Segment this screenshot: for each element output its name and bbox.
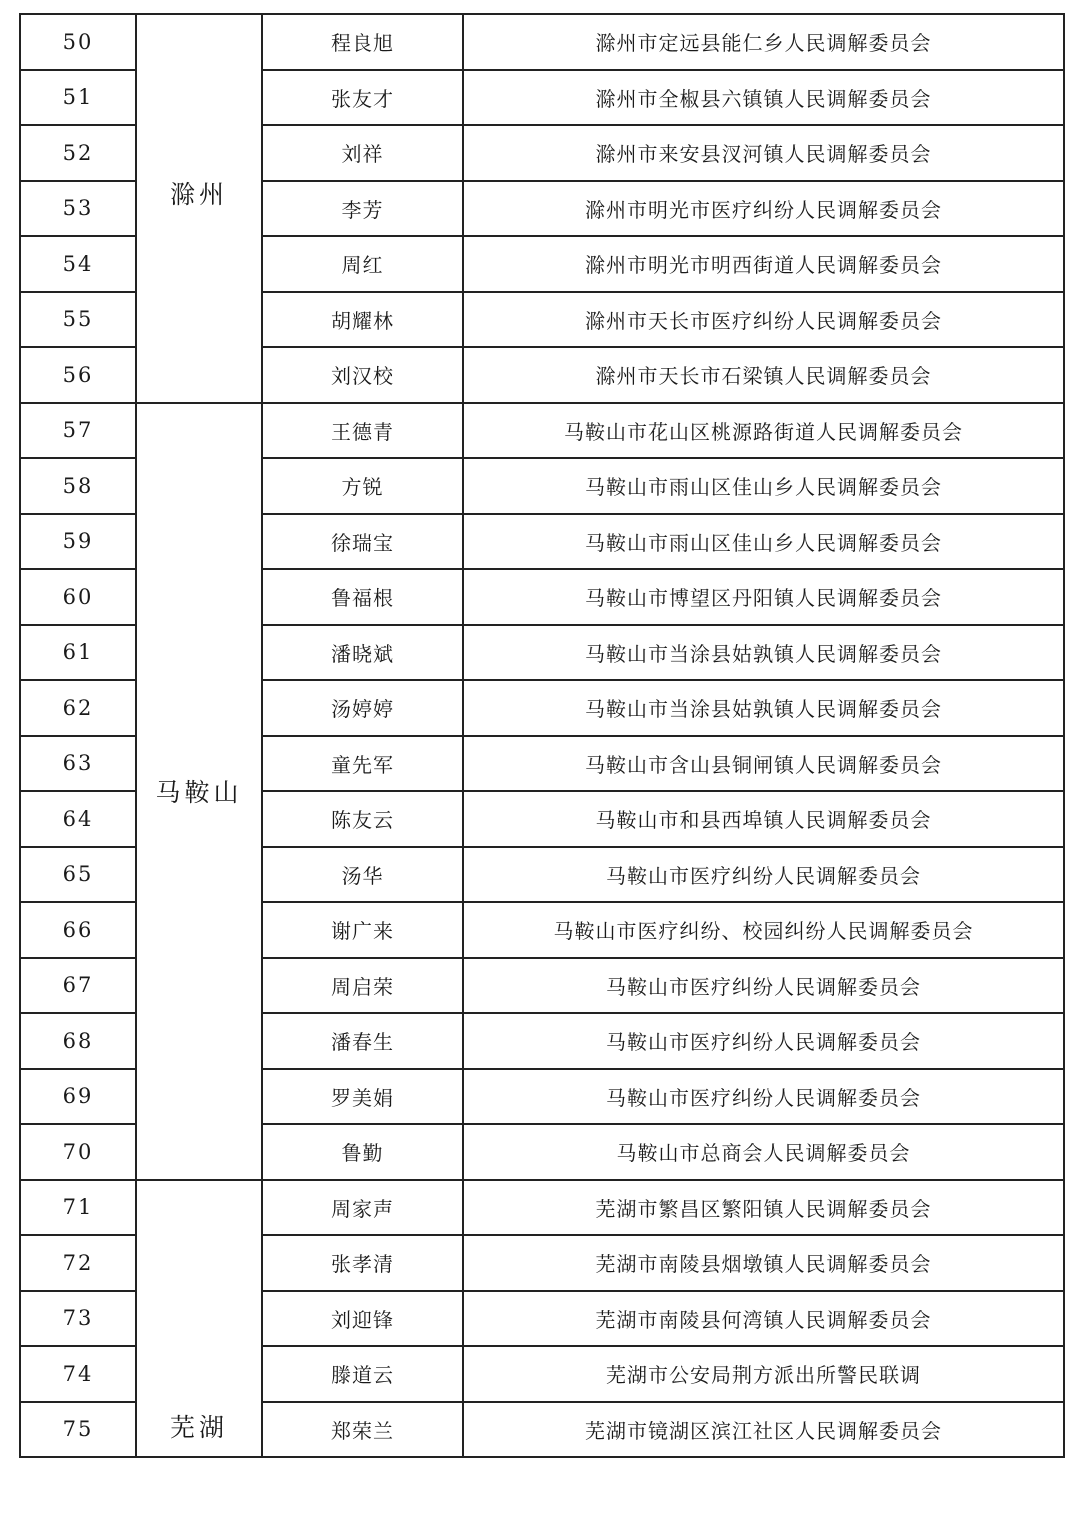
mediator-name: 刘迎锋 [262,1291,463,1347]
row-number: 66 [20,902,136,958]
mediator-name: 刘祥 [262,125,463,181]
row-number: 73 [20,1291,136,1347]
city-group-chuzhou [136,14,262,403]
mediator-name: 胡耀林 [262,292,463,348]
mediator-name: 周红 [262,236,463,292]
organization-name: 马鞍山市总商会人民调解委员会 [463,1124,1064,1180]
mediator-name: 王德青 [262,403,463,459]
row-number: 52 [20,125,136,181]
table-row [20,1180,1064,1236]
organization-name: 马鞍山市医疗纠纷人民调解委员会 [463,1069,1064,1125]
mediator-name: 徐瑞宝 [262,514,463,570]
row-number: 60 [20,569,136,625]
mediator-name: 李芳 [262,181,463,237]
row-number: 64 [20,791,136,847]
mediator-name: 鲁勤 [262,1124,463,1180]
organization-name: 马鞍山市花山区桃源路街道人民调解委员会 [463,403,1064,459]
organization-name: 芜湖市南陵县何湾镇人民调解委员会 [463,1291,1064,1347]
organization-name: 马鞍山市和县西埠镇人民调解委员会 [463,791,1064,847]
organization-name: 滁州市天长市石梁镇人民调解委员会 [463,347,1064,403]
mediator-name: 周家声 [262,1180,463,1236]
organization-name: 马鞍山市医疗纠纷人民调解委员会 [463,1013,1064,1069]
organization-name: 马鞍山市博望区丹阳镇人民调解委员会 [463,569,1064,625]
mediator-name: 汤华 [262,847,463,903]
mediator-name: 刘汉校 [262,347,463,403]
city-group-wuhu [136,1180,262,1458]
row-number: 62 [20,680,136,736]
organization-name: 芜湖市镜湖区滨江社区人民调解委员会 [463,1402,1064,1458]
row-number: 75 [20,1402,136,1458]
city-label: 滁州 [169,180,228,209]
organization-name: 马鞍山市雨山区佳山乡人民调解委员会 [463,458,1064,514]
row-number: 71 [20,1180,136,1236]
row-number: 59 [20,514,136,570]
row-number: 61 [20,625,136,681]
row-number: 74 [20,1346,136,1402]
mediator-name: 周启荣 [262,958,463,1014]
row-number: 50 [20,14,136,70]
organization-name: 滁州市明光市明西街道人民调解委员会 [463,236,1064,292]
row-number: 56 [20,347,136,403]
table-row [20,403,1064,459]
mediator-name: 汤婷婷 [262,680,463,736]
row-number: 57 [20,403,136,459]
row-number: 69 [20,1069,136,1125]
mediator-name: 潘春生 [262,1013,463,1069]
organization-name: 马鞍山市医疗纠纷人民调解委员会 [463,847,1064,903]
organization-name: 芜湖市繁昌区繁阳镇人民调解委员会 [463,1180,1064,1236]
row-number: 63 [20,736,136,792]
organization-name: 滁州市明光市医疗纠纷人民调解委员会 [463,181,1064,237]
row-number: 54 [20,236,136,292]
mediator-name: 谢广来 [262,902,463,958]
row-number: 53 [20,181,136,237]
organization-name: 马鞍山市当涂县姑孰镇人民调解委员会 [463,625,1064,681]
organization-name: 马鞍山市雨山区佳山乡人民调解委员会 [463,514,1064,570]
mediator-name: 方锐 [262,458,463,514]
city-label: 芜湖 [169,1413,228,1442]
mediator-name: 张友才 [262,70,463,126]
organization-name: 滁州市天长市医疗纠纷人民调解委员会 [463,292,1064,348]
row-number: 72 [20,1235,136,1291]
city-group-maanshan [136,403,262,1180]
mediator-name: 童先军 [262,736,463,792]
mediator-name: 罗美娟 [262,1069,463,1125]
mediator-name: 程良旭 [262,14,463,70]
row-number: 58 [20,458,136,514]
organization-name: 滁州市全椒县六镇镇人民调解委员会 [463,70,1064,126]
organization-name: 马鞍山市医疗纠纷人民调解委员会 [463,958,1064,1014]
table-row [20,14,1064,70]
organization-name: 马鞍山市当涂县姑孰镇人民调解委员会 [463,680,1064,736]
mediator-name: 潘晓斌 [262,625,463,681]
organization-name: 芜湖市公安局荆方派出所警民联调 [463,1346,1064,1402]
row-number: 67 [20,958,136,1014]
mediator-list-table [19,13,1065,1458]
row-number: 70 [20,1124,136,1180]
mediator-name: 陈友云 [262,791,463,847]
row-number: 65 [20,847,136,903]
row-number: 55 [20,292,136,348]
mediator-name: 张孝清 [262,1235,463,1291]
organization-name: 马鞍山市含山县铜闸镇人民调解委员会 [463,736,1064,792]
organization-name: 滁州市定远县能仁乡人民调解委员会 [463,14,1064,70]
organization-name: 马鞍山市医疗纠纷、校园纠纷人民调解委员会 [463,902,1064,958]
organization-name: 芜湖市南陵县烟墩镇人民调解委员会 [463,1235,1064,1291]
row-number: 68 [20,1013,136,1069]
mediator-name: 滕道云 [262,1346,463,1402]
organization-name: 滁州市来安县汊河镇人民调解委员会 [463,125,1064,181]
row-number: 51 [20,70,136,126]
mediator-name: 鲁福根 [262,569,463,625]
mediator-name: 郑荣兰 [262,1402,463,1458]
city-label: 马鞍山 [155,778,243,807]
